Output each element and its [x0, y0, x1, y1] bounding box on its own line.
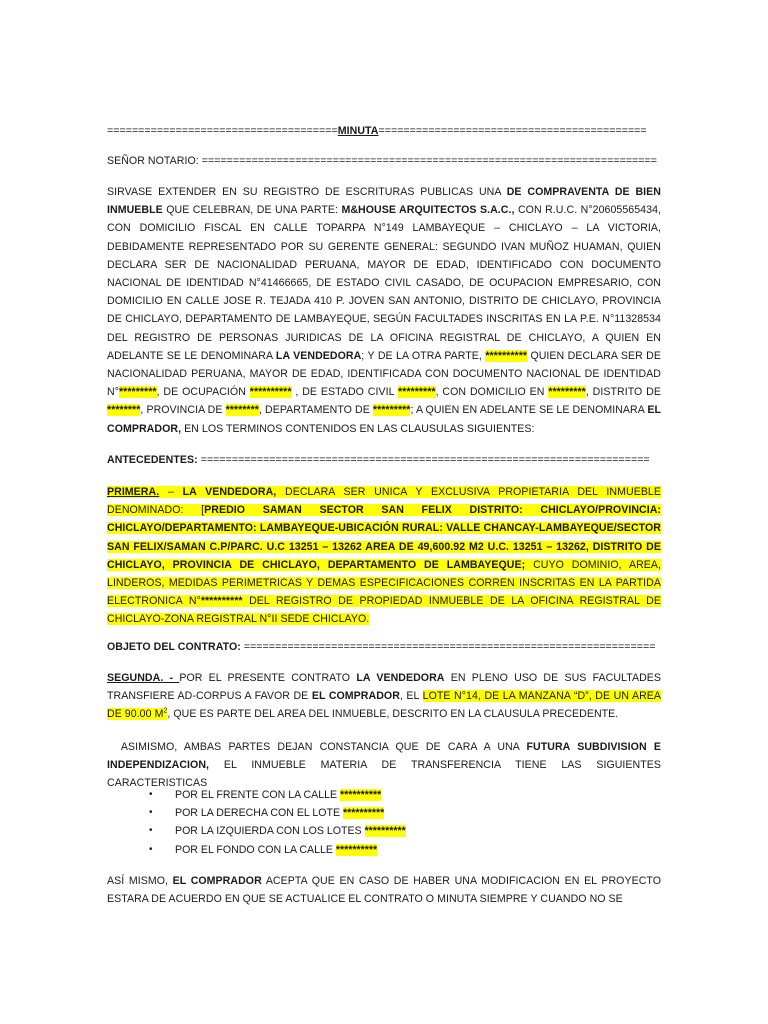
buyer-province-placeholder: ******** [225, 404, 259, 417]
buyer-department-placeholder: ********* [372, 404, 411, 417]
intro-text-10: , PROVINCIA DE [140, 404, 226, 417]
objeto-rule: ================================================================== [243, 641, 656, 653]
intro-text-12: ; A QUIEN EN ADELANTE SE LE DENOMINARA [410, 404, 648, 417]
intro-text-2: QUE CELEBRAN, DE UNA PARTE: [162, 204, 342, 217]
lindero-value: ********** [342, 807, 385, 820]
clause-segunda [107, 669, 661, 724]
title-rule-right: =========================================== [378, 125, 647, 137]
primera-text-1: DECLARA SER UNICA Y EXCLUSIVA PROPIETARIA DEL INMUEBLE DENOMINADO: [ [107, 486, 661, 517]
intro-paragraph [107, 183, 661, 438]
buyer-occupation-placeholder: ********** [249, 386, 292, 399]
antecedentes-label: ANTECEDENTES: [107, 454, 201, 466]
partida-placeholder: ********** [200, 595, 243, 608]
intro-text-4: ; Y DE LA OTRA PARTE, [361, 349, 486, 362]
intro-text-7: , DE ESTADO CIVIL [291, 386, 398, 399]
list-item [107, 786, 661, 804]
primera-text-3: DEL REGISTRO DE PROPIEDAD INMUEBLE DE LA OFICINA REGISTRAL DE CHICLAYO-ZONA REGISTRAL N°II SEDE CHICLAYO. [107, 595, 662, 626]
primera-dash: – [159, 486, 183, 498]
clause-primera [107, 483, 661, 629]
segunda-seller: LA VENDEDORA [356, 672, 445, 684]
intro-text-1: SIRVASE EXTENDER EN SU REGISTRO DE ESCRITURAS PUBLICAS UNA [107, 186, 507, 198]
segunda-buyer: EL COMPRADOR [311, 690, 400, 703]
buyer-term: EL COMPRADOR, [107, 404, 661, 435]
notario-line [107, 152, 661, 170]
intro-text-8: , CON DOMICILIO EN [435, 386, 549, 399]
objeto-heading [107, 638, 661, 656]
lindero-value: ********** [340, 789, 382, 801]
bullet-icon: • [149, 789, 153, 800]
asimismo-paragraph [107, 738, 661, 793]
asi-mismo-buyer: EL COMPRADOR [172, 875, 262, 887]
intro-text-3: CON R.U.C. N°20605565434, CON DOMICILIO FISCAL EN CALLE TOPARPA N°149 LAMBAYEQUE – CHICLAYO – LA VICTORIA, DEBIDAMENTE REPRESENTADO POR SU GERENTE GENERAL: SEGUNDO IVAN MUÑOZ HUAMAN, QUIEN DECLARA SER DE NACIONALIDAD PERUANA, MAYOR DE EDAD, IDENTIFICADO CON DOCUMENTO NACIONAL DE IDENTIDAD N°41466665, DE ESTADO CIVIL CASADO, DE OCUPACION EMPRESARIO, CON DOMICILIO EN CALLE JOSE R. TEJADA 410 P. JOVEN SAN ANTONIO, DISTRITO DE CHICLAYO, PROVINCIA DE CHICLAYO, DEPARTAMENTO DE LAMBAYEQUE, SEGÚN FACULTADES INSCRITAS EN LA P.E. N°11328534 DEL REGISTRO DE PERSONAS JURIDICAS DE LA OFICINA REGISTRAL DE CHICLAYO, A QUIEN EN ADELANTE SE LE DENOMINARA [107, 204, 661, 362]
intro-text-5: QUIEN DECLARA SER DE NACIONALIDAD PERUANA, MAYOR DE EDAD, IDENTIFICADA CON DOCUMENTO NACIONAL DE IDENTIDAD N° [107, 349, 661, 399]
subdivision-term: FUTURA SUBDIVISION E INDEPENDIZACION, [107, 741, 661, 772]
notario-rule: ========================================================================= [201, 155, 658, 167]
lindero-label: POR EL FONDO CON LA CALLE [175, 843, 336, 856]
document-title: MINUTA [337, 125, 379, 137]
list-item [107, 804, 661, 822]
buyer-civil-status-placeholder: ********* [398, 386, 436, 399]
lindero-label: POR LA IZQUIERDA CON LOS LOTES [175, 825, 365, 838]
lindero-value: ********** [364, 825, 406, 838]
intro-text-9: , DISTRITO DE [585, 386, 661, 399]
bullet-icon: • [149, 807, 153, 819]
list-item [107, 822, 661, 840]
asi-mismo-paragraph [107, 872, 661, 908]
area-unit-superscript: 2 [163, 707, 168, 715]
title-line [107, 122, 661, 140]
segunda-text-1: POR EL PRESENTE CONTRATO [179, 672, 357, 684]
antecedentes-heading [107, 451, 661, 469]
intro-text-6: , DE OCUPACIÓN [156, 386, 250, 399]
asimismo-text-2: EL INMUEBLE MATERIA DE TRANSFERENCIA TIENE LAS SIGUIENTES CARACTERISTICAS [107, 759, 661, 790]
bullet-icon: • [149, 843, 153, 855]
objeto-label: OBJETO DEL CONTRATO: [107, 641, 244, 653]
notario-label: SEÑOR NOTARIO: [107, 155, 202, 167]
segunda-text-3: , EL [399, 690, 423, 703]
buyer-dni-placeholder: ********* [119, 386, 157, 399]
primera-text-2: CUYO DOMINIO, AREA, LINDEROS, MEDIDAS PERIMETRICAS Y DEMAS ESPECIFICACIONES CORREN INSCRITAS EN LA PARTIDA ELECTRONICA N° [107, 558, 661, 608]
title-rule-left: ===================================== [107, 125, 338, 137]
primera-heading: PRIMERA. [107, 486, 160, 498]
antecedentes-rule: ======================================================================== [200, 454, 650, 466]
lindero-value: ********** [335, 843, 378, 856]
asimismo-text-1: ASIMISMO, AMBAS PARTES DEJAN CONSTANCIA QUE DE CARA A UNA [107, 741, 527, 753]
seller-term: LA VENDEDORA [275, 349, 362, 362]
buyer-address-placeholder: ********* [548, 386, 586, 399]
linderos-list [107, 786, 661, 859]
seller-company: M&HOUSE ARQUITECTOS S.A.C., [341, 204, 515, 217]
segunda-text-2: EN PLENO USO DE SUS FACULTADES TRANSFIERE AD-CORPUS A FAVOR DE [107, 672, 661, 703]
buyer-name-placeholder: ********** [485, 349, 528, 362]
segunda-text-4: , QUE ES PARTE DEL AREA DEL INMUEBLE, DESCRITO EN LA CLAUSULA PRECEDENTE. [167, 708, 619, 721]
buyer-district-placeholder: ******** [107, 404, 141, 417]
asi-mismo-text-1: ASÍ MISMO, [107, 875, 173, 887]
bullet-icon: • [149, 825, 153, 837]
lindero-label: POR EL FRENTE CON LA CALLE [175, 789, 341, 801]
segunda-heading: SEGUNDA. - [107, 672, 180, 684]
contract-type: DE COMPRAVENTA DE BIEN INMUEBLE [107, 186, 661, 217]
list-item [107, 841, 661, 859]
primera-seller: LA VENDEDORA, [182, 486, 277, 498]
intro-text-13: EN LOS TERMINOS CONTENIDOS EN LAS CLAUSULAS SIGUIENTES: [181, 422, 535, 435]
intro-text-11: , DEPARTAMENTO DE [258, 404, 373, 417]
asi-mismo-text-2: ACEPTA QUE EN CASO DE HABER UNA MODIFICACION EN EL PROYECTO ESTARA DE ACUERDO EN QUE SE ACTUALICE EL CONTRATO O MINUTA SIEMPRE Y CUANDO NO SE [107, 875, 662, 906]
property-description: PREDIO SAMAN SECTOR SAN FELIX DISTRITO: CHICLAYO/PROVINCIA: CHICLAYO/DEPARTAMENTO: LAMBAYEQUE-UBICACIÓN RURAL: VALLE CHANCAY-LAMBAYEQUE/SECTOR SAN FELIX/SAMAN C.P/PARC. U.C 13251 – 13262 AREA DE 49,600.92 M2 U.C. 13251 – 13262, DISTRITO DE CHICLAYO, PROVINCIA DE CHICLAYO, DEPARTAMENTO DE LAMBAYEQUE; [107, 504, 662, 571]
lindero-label: POR LA DERECHA CON EL LOTE [175, 807, 343, 820]
lot-text: LOTE N°14, DE LA MANZANA “D”, DE UN AREA DE 90.00 M [107, 690, 662, 721]
